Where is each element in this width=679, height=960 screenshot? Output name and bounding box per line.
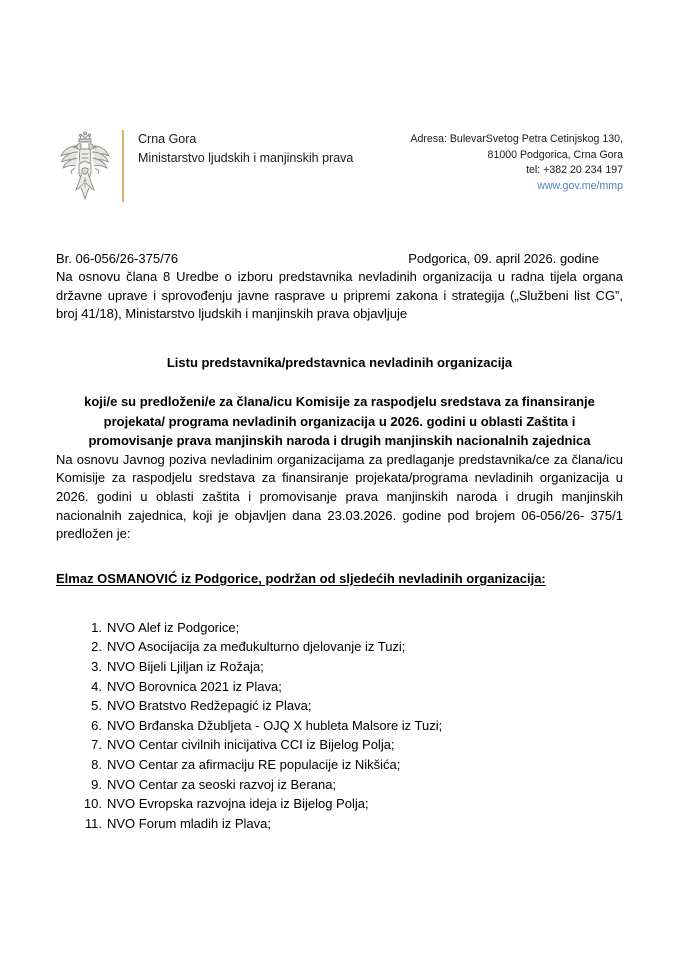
address-block <box>410 128 623 194</box>
organization-name: NVO Centar civilnih inicijativa CCI iz Bijelog Polja; <box>107 737 395 753</box>
organization-number: 6. <box>91 717 102 733</box>
organization-number: 1. <box>91 619 102 635</box>
organization-list-item <box>56 618 623 638</box>
organization-number: 9. <box>91 776 102 792</box>
organization-list-item <box>56 657 623 677</box>
organization-name: NVO Asocijacija za međukulturno djelovanje iz Tuzi; <box>107 639 406 655</box>
document-subtitle: koji/e su predloženi/e za člana/icu Komisije za raspodjelu sredstava za finansiranje projekata/ programa nevladinih organizacija u 2026. godini u oblasti Zaštita i promovisanje prava manjinskih naroda i drugih manjinskih nacionalnih zajednica <box>84 394 595 449</box>
brand-divider <box>122 130 124 202</box>
reference-row <box>56 250 623 268</box>
organization-list-item <box>56 735 623 755</box>
brand-block <box>56 128 353 204</box>
organization-number: 10. <box>83 796 102 812</box>
organization-list-item <box>56 794 623 814</box>
organization-name: NVO Evropska razvojna ideja iz Bijelog Polja; <box>107 796 369 812</box>
website-link[interactable]: www.gov.me/mmp <box>537 179 623 192</box>
organization-name: NVO Brđanska Džubljeta - OJQ X hubleta Malsore iz Tuzi; <box>107 717 443 733</box>
reference-number: Br. 06-056/26-375/76 <box>56 251 179 266</box>
candidate-heading: Elmaz OSMANOVIĆ iz Podgorice, podržan od sljedećih nevladinih organizacija: <box>56 570 546 586</box>
place-and-date: Podgorica, 09. april 2026. godine <box>408 251 599 266</box>
address-line-1: Adresa: BulevarSvetog Petra Cetinjskog 130, <box>410 133 623 145</box>
letterhead <box>56 0 623 204</box>
organization-list-item <box>56 677 623 697</box>
second-paragraph: Na osnovu Javnog poziva nevladinim organizacijama za predlaganje predstavnika/ce za člana/icu Komisije za raspodjelu sredstava za finansiranje projekata/programa nevladinih organizacija u 2026. godini u oblasti zaštita i promovisanje prava manjinskih naroda i drugih manjinskih nacionalnih zajednica, koji je objavljen dana 23.03.2026. godine pod brojem 06-056/26- 375/1 predložen je: <box>56 451 623 542</box>
organization-number: 3. <box>91 659 102 675</box>
intro-paragraph: Na osnovu člana 8 Uredbe o izboru predstavnika nevladinih organizacija u radna tijela organa državne uprave i sprovođenju javne rasprave u pripremi zakona i strategija („Službeni list CG”, broj 41/18), Ministarstvo ljudskih i manjinskih prava objavljuje <box>56 269 623 322</box>
organization-list-item <box>56 814 623 834</box>
phone-number: tel: +382 20 234 197 <box>526 164 623 176</box>
organization-name: NVO Alef iz Podgorice; <box>107 619 240 635</box>
organization-list-item <box>56 755 623 775</box>
address-line-2: 81000 Podgorica, Crna Gora <box>487 148 623 161</box>
organization-list-item <box>56 696 623 716</box>
organization-list <box>56 618 623 834</box>
organization-number: 8. <box>91 757 102 772</box>
montenegro-coat-of-arms-icon <box>56 128 114 204</box>
organization-name: NVO Centar za afirmaciju RE populacije iz Nikšića; <box>107 757 401 772</box>
organization-list-item <box>56 716 623 736</box>
ministry-name: Ministarstvo ljudskih i manjinskih prava <box>138 151 354 165</box>
country-name: Crna Gora <box>138 132 197 146</box>
document-title: Listu predstavnika/predstavnica nevladinih organizacija <box>166 354 513 370</box>
organization-number: 2. <box>91 639 102 655</box>
organization-number: 7. <box>91 737 102 753</box>
brand-text <box>138 128 353 204</box>
organization-list-item <box>56 775 623 795</box>
organization-number: 11. <box>84 815 102 831</box>
organization-name: NVO Forum mladih iz Plava; <box>107 815 271 831</box>
organization-name: NVO Centar za seoski razvoj iz Berana; <box>107 776 337 792</box>
organization-list-item <box>56 637 623 657</box>
organization-number: 4. <box>91 678 102 694</box>
organization-name: NVO Bratstvo Redžepagić iz Plava; <box>107 698 312 714</box>
organization-number: 5. <box>91 698 102 714</box>
organization-name: NVO Bijeli Ljiljan iz Rožaja; <box>107 659 264 675</box>
organization-name: NVO Borovnica 2021 iz Plava; <box>107 678 282 694</box>
